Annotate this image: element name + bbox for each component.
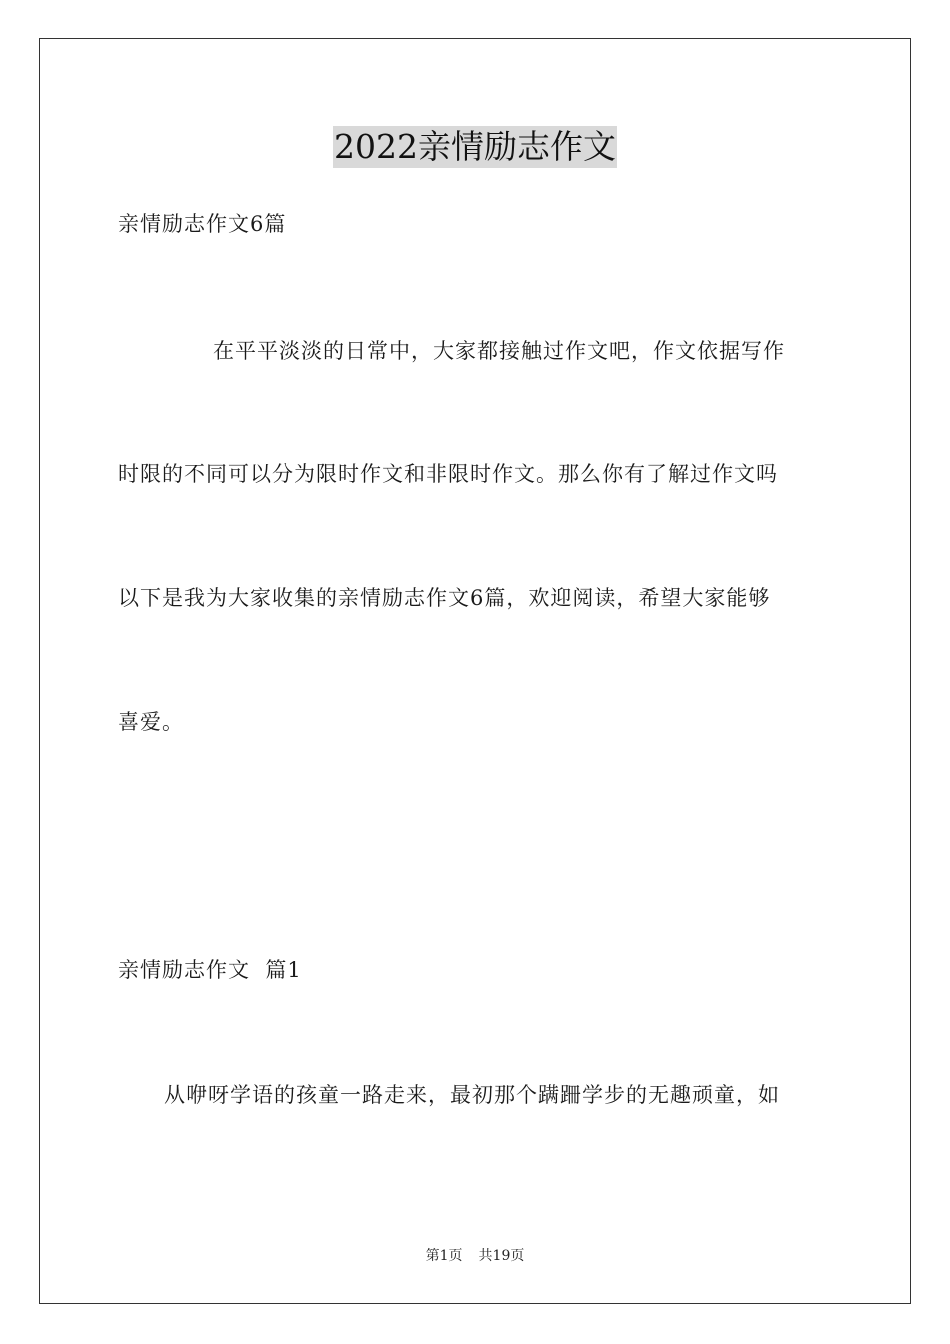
page-total: 共19页 — [478, 1248, 525, 1264]
page-number: 第1页 — [425, 1248, 463, 1264]
intro-paragraph-line: 在平平淡淡的日常中，大家都接触过作文吧，作文依据写作 — [213, 339, 785, 363]
document-title — [0, 126, 950, 168]
intro-paragraph-line: 以下是我为大家收集的亲情励志作文6篇，欢迎阅读，希望大家能够 — [118, 586, 771, 610]
section-paragraph-line: 从咿呀学语的孩童一路走来，最初那个蹒跚学步的无趣顽童，如 — [164, 1083, 780, 1107]
document-subtitle: 亲情励志作文6篇 — [118, 212, 287, 236]
section-heading: 亲情励志作文 篇1 — [118, 958, 302, 982]
intro-paragraph-line: 时限的不同可以分为限时作文和非限时作文。那么你有了解过作文吗 — [118, 462, 778, 486]
intro-paragraph-line: 喜爱。 — [118, 710, 184, 734]
document-title-text: 2022亲情励志作文 — [334, 127, 616, 166]
page-footer — [0, 1247, 950, 1265]
